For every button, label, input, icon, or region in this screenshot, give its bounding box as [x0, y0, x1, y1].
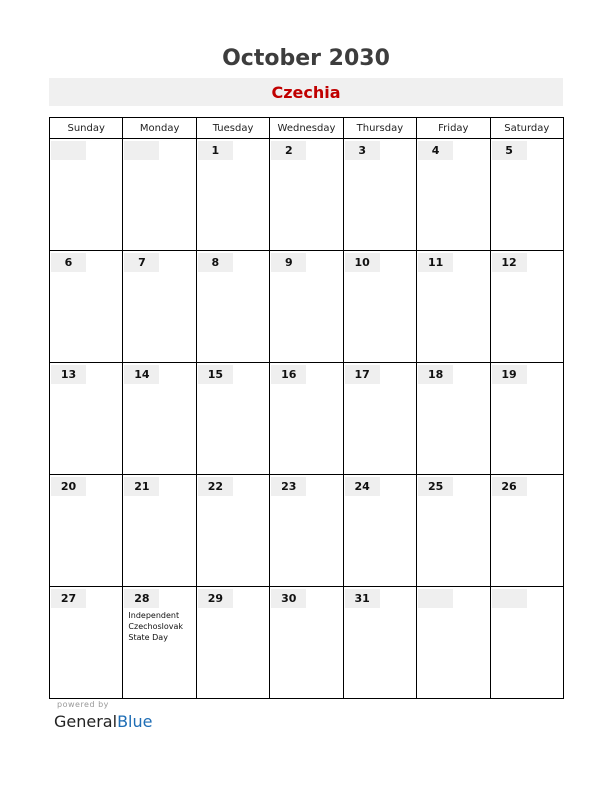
- day-cell[interactable]: [50, 363, 123, 475]
- day-number: 7: [124, 253, 159, 272]
- day-cell[interactable]: [343, 139, 416, 251]
- day-number: 17: [345, 365, 380, 384]
- day-number: 27: [51, 589, 86, 608]
- day-number: 2: [271, 141, 306, 160]
- day-number: 10: [345, 253, 380, 272]
- day-number: 9: [271, 253, 306, 272]
- day-number: 31: [345, 589, 380, 608]
- day-number: 14: [124, 365, 159, 384]
- day-cell[interactable]: [270, 251, 343, 363]
- day-cell[interactable]: [343, 251, 416, 363]
- day-number: 1: [198, 141, 233, 160]
- brand-blue: Blue: [117, 712, 153, 731]
- day-number: 25: [418, 477, 453, 496]
- day-cell[interactable]: [343, 363, 416, 475]
- weekday-header-row: [50, 118, 564, 139]
- calendar-grid: [49, 117, 564, 699]
- day-cell[interactable]: [490, 251, 563, 363]
- day-cell[interactable]: [490, 139, 563, 251]
- week-row: [50, 139, 564, 251]
- day-cell[interactable]: [196, 363, 269, 475]
- day-cell[interactable]: [270, 363, 343, 475]
- weekday-header: Sunday: [50, 118, 123, 139]
- country-banner: [49, 78, 563, 106]
- day-cell[interactable]: [50, 251, 123, 363]
- day-cell[interactable]: [490, 475, 563, 587]
- day-number: 3: [345, 141, 380, 160]
- week-row: [50, 251, 564, 363]
- day-cell[interactable]: [270, 139, 343, 251]
- day-number: 22: [198, 477, 233, 496]
- day-number: 21: [124, 477, 159, 496]
- day-cell[interactable]: [417, 363, 490, 475]
- brand-general: General: [54, 712, 118, 731]
- day-number: 4: [418, 141, 453, 160]
- day-number: 11: [418, 253, 453, 272]
- week-row: [50, 475, 564, 587]
- day-cell[interactable]: [123, 363, 196, 475]
- day-number: 30: [271, 589, 306, 608]
- day-number: [418, 589, 453, 608]
- day-cell[interactable]: [50, 139, 123, 251]
- day-number: [492, 589, 527, 608]
- day-cell[interactable]: [196, 139, 269, 251]
- day-cell[interactable]: [123, 587, 196, 699]
- day-number: 19: [492, 365, 527, 384]
- day-number: 28: [124, 589, 159, 608]
- weekday-header: Wednesday: [270, 118, 343, 139]
- day-cell[interactable]: [196, 587, 269, 699]
- day-cell[interactable]: [196, 251, 269, 363]
- day-cell[interactable]: [123, 475, 196, 587]
- day-number: 15: [198, 365, 233, 384]
- day-cell[interactable]: [417, 251, 490, 363]
- day-number: 20: [51, 477, 86, 496]
- day-cell[interactable]: [490, 363, 563, 475]
- weekday-header: Saturday: [490, 118, 563, 139]
- powered-by-label: powered by: [57, 700, 109, 709]
- day-cell[interactable]: [417, 139, 490, 251]
- page-title: October 2030: [222, 46, 390, 71]
- day-number: 16: [271, 365, 306, 384]
- day-cell[interactable]: [123, 139, 196, 251]
- day-number: 6: [51, 253, 86, 272]
- day-cell[interactable]: [50, 587, 123, 699]
- day-number: 8: [198, 253, 233, 272]
- day-cell[interactable]: [343, 475, 416, 587]
- day-cell[interactable]: [123, 251, 196, 363]
- day-cell[interactable]: [343, 587, 416, 699]
- day-number: [124, 141, 159, 160]
- weekday-header: Friday: [417, 118, 490, 139]
- generalblue-logo[interactable]: [54, 712, 152, 731]
- day-number: 26: [492, 477, 527, 496]
- country-name: Czechia: [271, 83, 341, 102]
- day-number: 5: [492, 141, 527, 160]
- day-number: 12: [492, 253, 527, 272]
- holiday-event: Independent Czechoslovak State Day: [128, 611, 184, 642]
- weekday-header: Thursday: [343, 118, 416, 139]
- weekday-header: Tuesday: [196, 118, 269, 139]
- day-cell[interactable]: [196, 475, 269, 587]
- weekday-header: Monday: [123, 118, 196, 139]
- day-number: 18: [418, 365, 453, 384]
- day-number: 29: [198, 589, 233, 608]
- week-row: [50, 363, 564, 475]
- day-cell[interactable]: [417, 475, 490, 587]
- day-cell[interactable]: [270, 475, 343, 587]
- day-number: 13: [51, 365, 86, 384]
- day-cell[interactable]: [417, 587, 490, 699]
- day-cell[interactable]: [270, 587, 343, 699]
- day-number: 23: [271, 477, 306, 496]
- day-number: 24: [345, 477, 380, 496]
- day-cell[interactable]: [490, 587, 563, 699]
- day-number: [51, 141, 86, 160]
- week-row: [50, 587, 564, 699]
- day-cell[interactable]: [50, 475, 123, 587]
